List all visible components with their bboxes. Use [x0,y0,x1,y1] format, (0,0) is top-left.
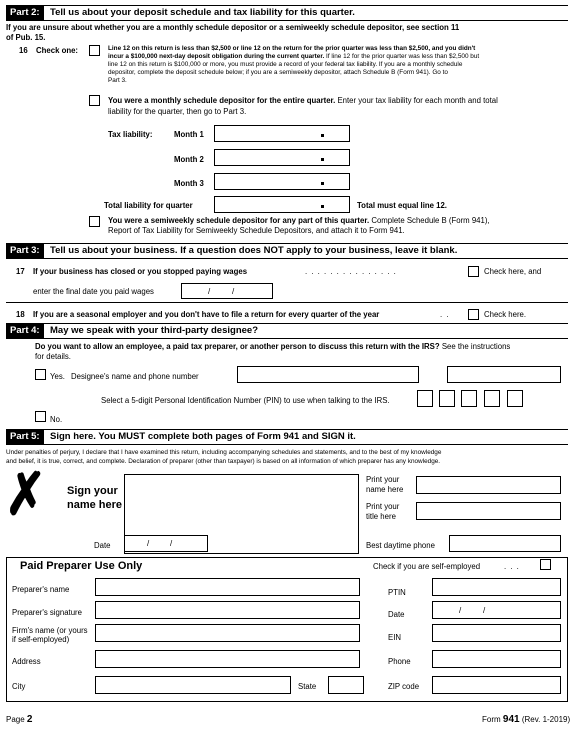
month1-label: Month 1 [174,130,204,139]
name-here-label: name here [67,499,123,511]
preparer-signature-label: Preparer's signature [12,608,82,617]
part4-title: May we speak with your third-party designee? [50,325,258,336]
month2-label: Month 2 [174,155,204,164]
state-label: State [298,682,317,691]
option1-line2-bold: incur a $100,000 next-day deposit obligation during the current quarter. [108,53,325,60]
part3-tag: Part 3: [6,244,44,258]
state-field[interactable] [328,676,364,694]
perjury-line1: Under penalties of perjury, I declare that I have examined this return, including accompanying schedules and statements, and to the best of my knowledge [6,449,442,456]
designee-question-bold: Do you want to allow an employee, a paid tax preparer, or another person to discuss this return with the IRS? [35,342,440,351]
daytime-phone-label: Best daytime phone [366,541,435,550]
option3-bold: You were a semiweekly schedule depositor for any part of this quarter. [108,216,370,225]
firm-name-field[interactable] [95,624,360,642]
self-employed-dots: . . . [504,562,520,571]
check-here-and-label: Check here, and [484,267,542,276]
line18-dots: . . [440,310,450,319]
part2-intro-line2: of Pub. 15. [6,33,46,42]
page-prefix: Page [6,715,25,724]
option3-checkbox[interactable] [89,216,100,227]
preparer-phone-field[interactable] [432,650,561,668]
check-one-label: Check one: [36,46,79,55]
phone-label: Phone [388,657,411,666]
date-separator: / [483,606,486,615]
option3-rest: Complete Schedule B (Form 941), [371,216,490,225]
self-employed-checkbox[interactable] [540,559,551,570]
date-label: Date [94,541,111,550]
page-number-value: 2 [26,714,33,725]
date-separator: / [459,606,462,615]
part2-header [6,5,568,21]
firm-name-label-line1: Firm's name (or yours [12,626,88,635]
daytime-phone-field[interactable] [449,535,561,552]
option1-line1: Line 12 on this return is less than $2,500 or line 12 on the return for the prior quarter was less than $2,500, and you didn't [108,45,476,52]
designee-question-line2: for details. [35,352,71,361]
pin-digit-1[interactable] [417,390,433,407]
pin-label: Select a 5-digit Personal Identification Number (PIN) to use when talking to the IRS. [101,396,390,405]
city-label: City [12,682,26,691]
form-prefix: Form [482,715,501,724]
print-title-label-line2: title here [366,512,396,521]
sign-your-label: Sign your [67,485,118,497]
line17-text: If your business has closed or you stopped paying wages [33,267,248,276]
pin-digit-2[interactable] [439,390,455,407]
part3-header [6,243,568,259]
print-name-label-line2: name here [366,485,404,494]
designee-name-field[interactable] [237,366,419,383]
total-liability-label: Total liability for quarter [104,201,193,210]
month2-field[interactable] [214,149,350,166]
date-separator: / [170,539,173,548]
city-field[interactable] [95,676,291,694]
seasonal-employer-checkbox[interactable] [468,309,479,320]
date-separator: / [208,287,211,296]
part4-tag: Part 4: [6,324,44,338]
line16-number: 16 [19,46,28,55]
address-field[interactable] [95,650,360,668]
designee-question-line1 [35,342,510,351]
sign-here-x-mark-icon: ✗ [5,462,47,527]
pin-digit-5[interactable] [507,390,523,407]
part5-tag: Part 5: [6,430,44,444]
print-title-label-line1: Print your [366,502,400,511]
zip-label: ZIP code [388,682,420,691]
option2-bold: You were a monthly schedule depositor for the entire quarter. [108,96,336,105]
page-number [6,715,32,724]
pin-digit-3[interactable] [461,390,477,407]
part4-header [6,323,568,339]
part2-intro-line1: If you are unsure about whether you are a monthly schedule depositor or a semiweekly schedule depositor, see section 11 [6,23,460,32]
preparer-date-label: Date [388,610,405,619]
preparer-date-field[interactable] [432,601,561,619]
part5-title: Sign here. You MUST complete both pages of Form 941 and SIGN it. [50,431,356,442]
ptin-label: PTIN [388,588,406,597]
tax-liability-label: Tax liability: [108,130,153,139]
part3-title: Tell us about your business. If a question does NOT apply to your business, leave it blank. [50,245,458,256]
option2-checkbox[interactable] [89,95,100,106]
option1-line2 [108,53,479,61]
option1-checkbox[interactable] [89,45,100,56]
total-liability-field[interactable] [214,196,350,213]
divider [6,302,568,303]
preparer-name-label: Preparer's name [12,585,70,594]
print-title-field[interactable] [416,502,561,520]
designee-yes-checkbox[interactable] [35,369,46,380]
option1-line5: Part 3. [108,77,127,84]
total-note: Total must equal line 12. [357,201,447,210]
part2-tag: Part 2: [6,6,44,20]
option3-line2: Report of Tax Liability for Semiweekly Schedule Depositors, and attach it to Form 941. [108,226,405,235]
date-separator: / [232,287,235,296]
preparer-name-field[interactable] [95,578,360,596]
final-date-field[interactable] [181,283,273,299]
firm-name-label-line2: if self-employed) [12,635,70,644]
address-label: Address [12,657,41,666]
form-revision: (Rev. 1-2019) [521,715,571,724]
preparer-signature-field[interactable] [95,601,360,619]
self-employed-label: Check if you are self-employed [373,562,481,571]
option1-line2-rest: If line 12 for the prior quarter was less than $2,500 but [326,53,480,60]
option3-line1 [108,216,490,225]
line17-dots: . . . . . . . . . . . . . . . [305,267,397,276]
yes-label: Yes. [50,372,65,381]
month3-field[interactable] [214,173,350,190]
business-closed-checkbox[interactable] [468,266,479,277]
final-date-label: enter the final date you paid wages [33,287,154,296]
no-label: No. [50,415,63,424]
line18-number: 18 [16,310,25,319]
designee-name-label: Designee's name and phone number [71,372,199,381]
form-number: 941 [502,714,520,725]
perjury-line2: and belief, it is true, correct, and complete. Declaration of preparer (other than taxpayer) is based on all information of which preparer has any knowledge. [6,458,441,465]
zip-field[interactable] [432,676,561,694]
ein-field[interactable] [432,624,561,642]
decimal-point [321,158,324,161]
designee-no-checkbox[interactable] [35,411,46,422]
designee-phone-field[interactable] [447,366,561,383]
line17-number: 17 [16,267,25,276]
pin-digit-4[interactable] [484,390,500,407]
date-separator: / [147,539,150,548]
decimal-point [321,134,324,137]
signature-date-field[interactable] [124,535,208,552]
option1-line3: line 12 on this return is $100,000 or more, you must provide a record of your federal tax liability. If you are a monthly schedule [108,61,463,68]
decimal-point [321,205,324,208]
form-id [482,715,570,724]
line18-text: If you are a seasonal employer and you don't have to file a return for every quarter of the year [33,310,380,319]
option1-line4: depositor, complete the deposit schedule below; if you are a semiweekly depositor, attach Schedule B (Form 941). Go to [108,69,448,76]
part5-header [6,429,568,445]
print-name-label-line1: Print your [366,475,400,484]
part2-title: Tell us about your deposit schedule and tax liability for this quarter. [50,7,355,18]
month1-field[interactable] [214,125,350,142]
paid-preparer-title: Paid Preparer Use Only [20,560,143,572]
option2-rest: Enter your tax liability for each month and total [337,96,498,105]
decimal-point [321,182,324,185]
check-here-label: Check here. [484,310,527,319]
print-name-field[interactable] [416,476,561,494]
ein-label: EIN [388,633,401,642]
option2-line2: liability for the quarter, then go to Part 3. [108,107,247,116]
designee-question-rest: See the instructions [441,342,511,351]
ptin-field[interactable] [432,578,561,596]
month3-label: Month 3 [174,179,204,188]
option2-line1 [108,96,498,105]
